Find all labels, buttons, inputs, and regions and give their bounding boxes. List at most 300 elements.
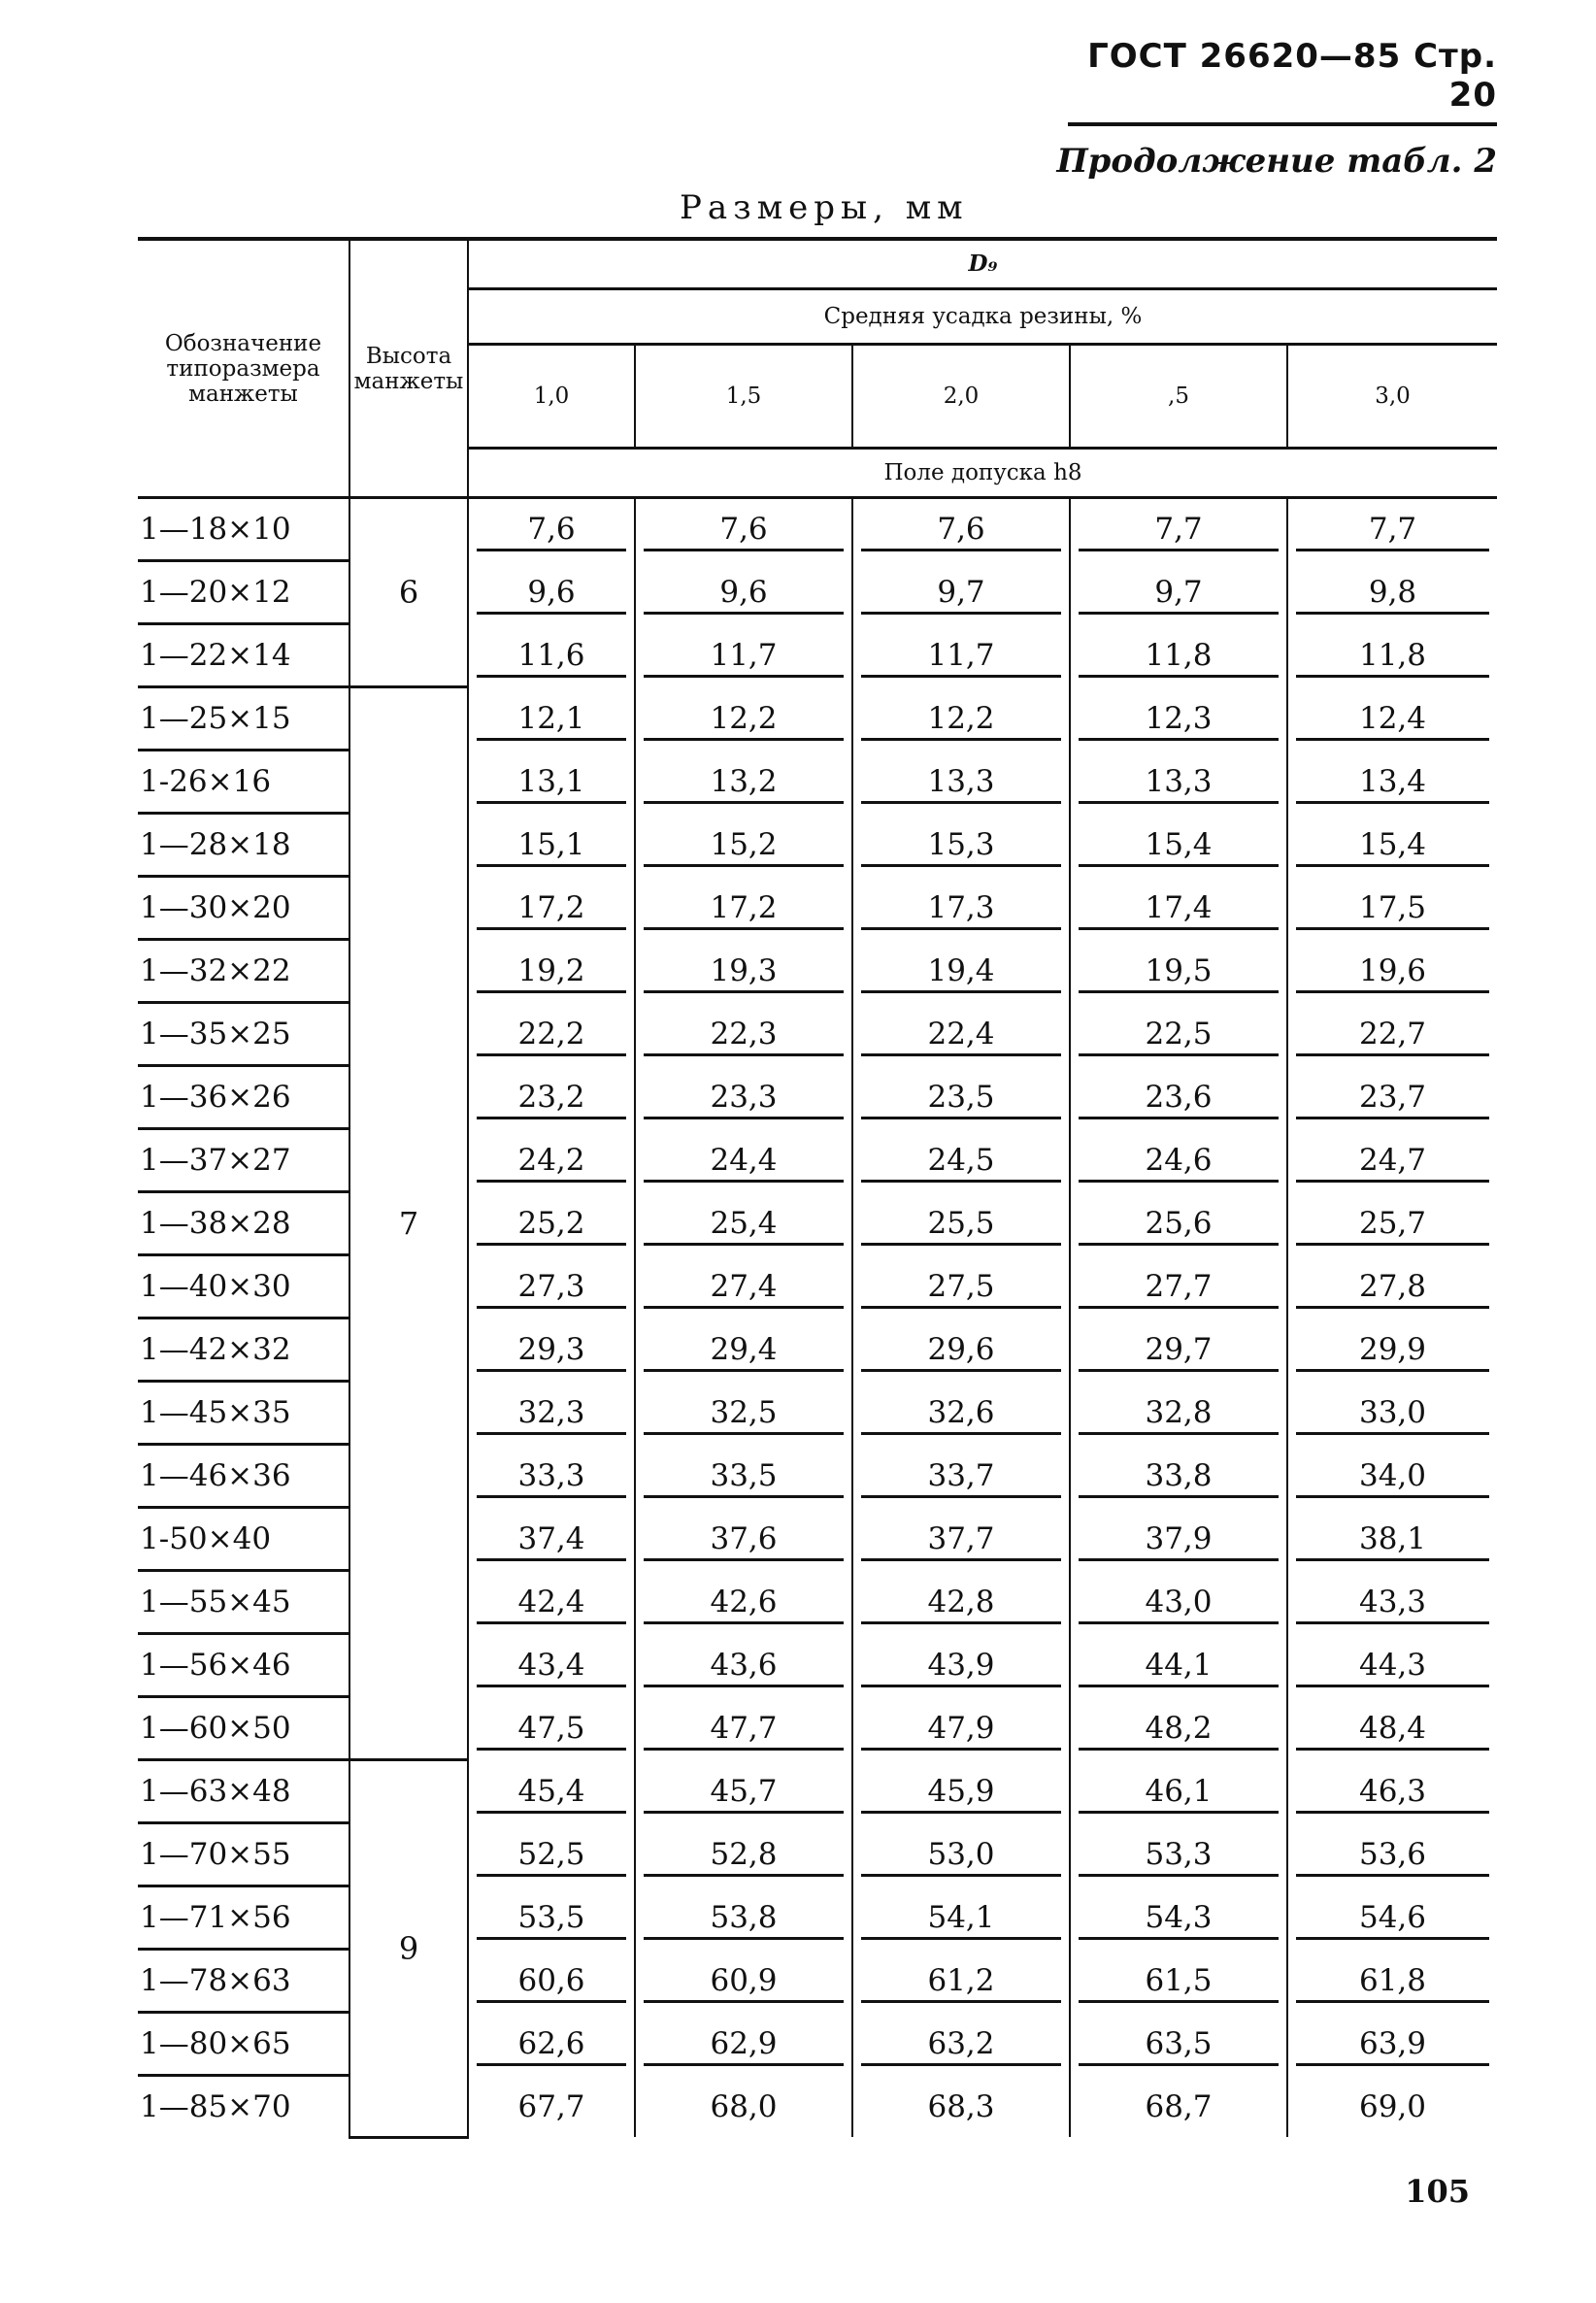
value-text: 13,3	[861, 760, 1061, 804]
shrinkage-value: 2,0	[852, 345, 1070, 449]
value-cell	[1287, 1192, 1497, 1255]
value-text: 27,7	[1079, 1265, 1279, 1309]
value-text: 42,4	[477, 1581, 626, 1624]
value-text: 54,3	[1079, 1896, 1279, 1940]
value-cell	[1070, 1571, 1287, 1634]
value-cell	[852, 1508, 1070, 1571]
value-cell	[1287, 1255, 1497, 1318]
value-text: 33,0	[1296, 1391, 1489, 1435]
value-cell	[1287, 940, 1497, 1003]
value-cell	[635, 814, 852, 877]
value-cell	[1070, 1003, 1287, 1066]
value-cell	[1287, 1823, 1497, 1886]
value-cell	[852, 940, 1070, 1003]
value-text: 22,5	[1079, 1013, 1279, 1056]
value-text: 23,6	[1079, 1076, 1279, 1119]
value-text: 13,2	[644, 760, 844, 804]
table-row	[138, 1255, 1497, 1318]
value-cell	[468, 2076, 635, 2138]
value-cell	[852, 1823, 1070, 1886]
value-text: 11,7	[644, 634, 844, 678]
value-text: 68,0	[710, 2089, 778, 2125]
value-cell	[635, 1634, 852, 1697]
value-text: 27,3	[477, 1265, 626, 1309]
value-text: 37,6	[644, 1518, 844, 1561]
value-cell	[468, 1445, 635, 1508]
value-cell	[1287, 1571, 1497, 1634]
designation-cell: 1—18×10	[138, 498, 349, 561]
value-text: 9,7	[1079, 571, 1279, 615]
table-row	[138, 814, 1497, 877]
value-cell	[852, 687, 1070, 751]
value-text: 24,4	[644, 1139, 844, 1183]
value-cell	[1287, 1445, 1497, 1508]
value-cell	[468, 1634, 635, 1697]
shrinkage-value: 1,0	[468, 345, 635, 449]
value-cell	[1070, 561, 1287, 624]
value-text: 15,4	[1296, 823, 1489, 867]
designation-cell: 1—80×65	[138, 2013, 349, 2076]
value-cell	[1287, 1508, 1497, 1571]
designation-cell: 1—28×18	[138, 814, 349, 877]
designation-header: Обозначение типоразмера манжеты	[138, 239, 349, 498]
value-cell	[1070, 1382, 1287, 1445]
value-text: 15,1	[477, 823, 626, 867]
value-cell	[1287, 1886, 1497, 1950]
value-cell	[635, 2013, 852, 2076]
table-row	[138, 1318, 1497, 1382]
value-cell	[635, 1760, 852, 1823]
value-cell	[1287, 1634, 1497, 1697]
value-text: 24,7	[1296, 1139, 1489, 1183]
designation-cell: 1-26×16	[138, 751, 349, 814]
value-cell	[468, 624, 635, 687]
value-text: 22,7	[1296, 1013, 1489, 1056]
value-text: 53,5	[477, 1896, 626, 1940]
sizes-caption: Размеры, мм	[680, 188, 969, 227]
value-cell	[635, 1003, 852, 1066]
table-row	[138, 498, 1497, 561]
value-text: 63,5	[1079, 2022, 1279, 2066]
value-text: 25,7	[1296, 1202, 1489, 1246]
value-cell	[1287, 498, 1497, 561]
designation-cell: 1—35×25	[138, 1003, 349, 1066]
value-text: 17,4	[1079, 886, 1279, 930]
value-cell	[1070, 1066, 1287, 1129]
d9-header: D₉	[468, 239, 1497, 289]
value-text: 62,9	[644, 2022, 844, 2066]
value-cell	[1287, 1760, 1497, 1823]
value-cell	[1287, 814, 1497, 877]
value-cell	[1287, 1318, 1497, 1382]
value-text: 33,3	[477, 1454, 626, 1498]
designation-cell: 1-50×40	[138, 1508, 349, 1571]
table-row	[138, 1823, 1497, 1886]
value-text: 12,2	[644, 697, 844, 741]
designation-cell: 1—78×63	[138, 1950, 349, 2013]
value-text: 27,5	[861, 1265, 1061, 1309]
value-text: 23,2	[477, 1076, 626, 1119]
value-cell	[852, 1382, 1070, 1445]
value-cell	[1287, 561, 1497, 624]
value-text: 32,8	[1079, 1391, 1279, 1435]
value-text: 67,7	[517, 2089, 585, 2125]
table-row	[138, 940, 1497, 1003]
value-cell	[1070, 751, 1287, 814]
value-cell	[468, 1571, 635, 1634]
value-text: 9,8	[1296, 571, 1489, 615]
value-text: 11,7	[861, 634, 1061, 678]
value-cell	[852, 1445, 1070, 1508]
value-cell	[635, 1382, 852, 1445]
value-cell	[635, 1697, 852, 1760]
value-text: 22,2	[477, 1013, 626, 1056]
table-row	[138, 1634, 1497, 1697]
designation-cell: 1—40×30	[138, 1255, 349, 1318]
designation-cell: 1—60×50	[138, 1697, 349, 1760]
designation-cell: 1—56×46	[138, 1634, 349, 1697]
height-cell: 6	[349, 498, 468, 687]
value-cell	[1070, 2013, 1287, 2076]
value-text: 46,1	[1079, 1770, 1279, 1814]
value-text: 47,5	[477, 1707, 626, 1751]
value-cell	[852, 751, 1070, 814]
value-text: 9,7	[861, 571, 1061, 615]
value-text: 27,8	[1296, 1265, 1489, 1309]
value-cell	[852, 1634, 1070, 1697]
value-cell	[852, 1129, 1070, 1192]
value-cell	[468, 561, 635, 624]
value-cell	[1287, 1066, 1497, 1129]
table-row	[138, 687, 1497, 751]
value-text: 60,6	[477, 1959, 626, 2003]
table-row	[138, 561, 1497, 624]
value-text: 48,2	[1079, 1707, 1279, 1751]
value-cell	[468, 1129, 635, 1192]
value-cell	[468, 1382, 635, 1445]
value-text: 19,6	[1296, 950, 1489, 993]
table-row	[138, 1066, 1497, 1129]
value-text: 24,5	[861, 1139, 1061, 1183]
table-row	[138, 877, 1497, 940]
value-cell	[635, 1255, 852, 1318]
height-cell: 9	[349, 1760, 468, 2138]
shrinkage-value: 1,5	[635, 345, 852, 449]
value-text: 17,2	[644, 886, 844, 930]
value-text: 22,4	[861, 1013, 1061, 1056]
value-cell	[635, 1129, 852, 1192]
designation-cell: 1—85×70	[140, 2089, 291, 2124]
table-row	[138, 2013, 1497, 2076]
value-cell	[635, 1886, 852, 1950]
value-cell	[1070, 1950, 1287, 2013]
value-text: 12,4	[1296, 697, 1489, 741]
value-text: 19,4	[861, 950, 1061, 993]
table-row	[138, 2076, 1497, 2138]
value-cell	[852, 1192, 1070, 1255]
tolerance-header: Поле допуска h8	[468, 449, 1497, 498]
designation-cell: 1—55×45	[138, 1571, 349, 1634]
value-text: 24,6	[1079, 1139, 1279, 1183]
value-cell	[635, 940, 852, 1003]
value-text: 25,6	[1079, 1202, 1279, 1246]
value-cell	[1070, 1129, 1287, 1192]
value-text: 17,3	[861, 886, 1061, 930]
value-text: 33,5	[644, 1454, 844, 1498]
value-text: 43,3	[1296, 1581, 1489, 1624]
value-text: 44,3	[1296, 1644, 1489, 1687]
value-text: 19,3	[644, 950, 844, 993]
value-text: 42,8	[861, 1581, 1061, 1624]
value-text: 61,8	[1296, 1959, 1489, 2003]
value-text: 37,4	[477, 1518, 626, 1561]
value-cell	[635, 1571, 852, 1634]
value-text: 63,9	[1296, 2022, 1489, 2066]
table-row	[138, 1760, 1497, 1823]
value-cell	[1070, 1508, 1287, 1571]
value-text: 13,4	[1296, 760, 1489, 804]
value-text: 33,7	[861, 1454, 1061, 1498]
page-number: 105	[1405, 2173, 1470, 2210]
table-row	[138, 1192, 1497, 1255]
value-text: 15,4	[1079, 823, 1279, 867]
value-text: 61,5	[1079, 1959, 1279, 2003]
table-row	[138, 1886, 1497, 1950]
value-cell	[852, 1571, 1070, 1634]
value-cell	[1070, 1697, 1287, 1760]
height-cell: 7	[349, 687, 468, 1760]
designation-cell: 1—32×22	[138, 940, 349, 1003]
value-text: 29,4	[644, 1328, 844, 1372]
value-text: 9,6	[644, 571, 844, 615]
value-text: 34,0	[1296, 1454, 1489, 1498]
value-text: 12,2	[861, 697, 1061, 741]
value-cell	[1287, 2076, 1497, 2138]
value-text: 37,9	[1079, 1518, 1279, 1561]
value-cell	[852, 561, 1070, 624]
value-text: 27,4	[644, 1265, 844, 1309]
value-text: 19,5	[1079, 950, 1279, 993]
value-text: 29,3	[477, 1328, 626, 1372]
value-cell	[635, 1318, 852, 1382]
value-text: 22,3	[644, 1013, 844, 1056]
value-cell	[1287, 2013, 1497, 2076]
value-text: 38,1	[1296, 1518, 1489, 1561]
value-cell	[852, 1760, 1070, 1823]
value-cell	[852, 1003, 1070, 1066]
value-text: 7,7	[1296, 508, 1489, 551]
value-cell	[852, 2076, 1070, 2138]
value-cell	[635, 561, 852, 624]
value-cell	[1070, 624, 1287, 687]
value-cell	[468, 877, 635, 940]
value-cell	[468, 1697, 635, 1760]
value-text: 15,2	[644, 823, 844, 867]
height-header: Высота манжеты	[349, 239, 468, 498]
value-cell	[1287, 1129, 1497, 1192]
table-row	[138, 1445, 1497, 1508]
value-text: 44,1	[1079, 1644, 1279, 1687]
value-cell	[1070, 2076, 1287, 2138]
value-text: 29,6	[861, 1328, 1061, 1372]
value-cell	[852, 624, 1070, 687]
value-cell	[1070, 814, 1287, 877]
value-text: 42,6	[644, 1581, 844, 1624]
value-text: 17,2	[477, 886, 626, 930]
value-cell	[1287, 751, 1497, 814]
value-text: 45,9	[861, 1770, 1061, 1814]
designation-cell: 1—42×32	[138, 1318, 349, 1382]
table-row	[138, 1382, 1497, 1445]
value-text: 25,2	[477, 1202, 626, 1246]
table-row	[138, 1129, 1497, 1192]
value-cell	[852, 1066, 1070, 1129]
designation-cell: 1—36×26	[138, 1066, 349, 1129]
value-cell	[468, 1003, 635, 1066]
value-cell	[468, 498, 635, 561]
value-text: 69,0	[1358, 2089, 1427, 2125]
value-text: 60,9	[644, 1959, 844, 2003]
designation-cell: 1—63×48	[138, 1760, 349, 1823]
value-text: 7,7	[1079, 508, 1279, 551]
value-text: 19,2	[477, 950, 626, 993]
value-text: 13,3	[1079, 760, 1279, 804]
value-cell	[635, 1066, 852, 1129]
value-text: 7,6	[644, 508, 844, 551]
value-text: 61,2	[861, 1959, 1061, 2003]
shrinkage-header: Средняя усадка резины, %	[468, 289, 1497, 345]
value-text: 45,4	[477, 1770, 626, 1814]
value-cell	[635, 1950, 852, 2013]
value-text: 32,3	[477, 1391, 626, 1435]
value-cell	[1070, 1634, 1287, 1697]
value-cell	[852, 877, 1070, 940]
value-cell	[1287, 1003, 1497, 1066]
value-cell	[1070, 940, 1287, 1003]
value-cell	[635, 498, 852, 561]
value-cell	[635, 2076, 852, 2138]
value-cell	[635, 1508, 852, 1571]
value-text: 32,5	[644, 1391, 844, 1435]
value-cell	[852, 498, 1070, 561]
value-text: 7,6	[861, 508, 1061, 551]
value-text: 47,9	[861, 1707, 1061, 1751]
designation-cell: 1—46×36	[138, 1445, 349, 1508]
value-cell	[1070, 877, 1287, 940]
value-cell	[1070, 687, 1287, 751]
value-text: 43,9	[861, 1644, 1061, 1687]
document-header: ГОСТ 26620—85 Стр. 20	[1068, 37, 1497, 126]
value-cell	[852, 1318, 1070, 1382]
designation-cell: 1—45×35	[138, 1382, 349, 1445]
value-text: 53,6	[1296, 1833, 1489, 1877]
table-row	[138, 1508, 1497, 1571]
value-cell	[1070, 1886, 1287, 1950]
designation-cell: 1—22×14	[138, 624, 349, 687]
value-text: 68,3	[927, 2089, 995, 2125]
value-text: 54,1	[861, 1896, 1061, 1940]
dimensions-table	[138, 237, 1497, 2139]
value-cell	[1287, 1697, 1497, 1760]
value-cell	[852, 814, 1070, 877]
value-text: 12,3	[1079, 697, 1279, 741]
value-cell	[468, 1760, 635, 1823]
designation-cell: 1—38×28	[138, 1192, 349, 1255]
value-text: 63,2	[861, 2022, 1061, 2066]
value-text: 11,8	[1079, 634, 1279, 678]
value-cell	[468, 1886, 635, 1950]
value-cell	[1070, 1760, 1287, 1823]
value-cell	[635, 1192, 852, 1255]
value-text: 32,6	[861, 1391, 1061, 1435]
designation-cell: 1—70×55	[138, 1823, 349, 1886]
table-row	[138, 1950, 1497, 2013]
value-cell	[852, 2013, 1070, 2076]
value-text: 23,5	[861, 1076, 1061, 1119]
value-text: 11,8	[1296, 634, 1489, 678]
value-text: 46,3	[1296, 1770, 1489, 1814]
table-row	[138, 1571, 1497, 1634]
table-body	[138, 498, 1497, 2138]
value-text: 7,6	[477, 508, 626, 551]
value-cell	[635, 624, 852, 687]
value-text: 17,5	[1296, 886, 1489, 930]
value-text: 43,6	[644, 1644, 844, 1687]
designation-cell: 1—71×56	[138, 1886, 349, 1950]
value-cell	[468, 1255, 635, 1318]
value-text: 45,7	[644, 1770, 844, 1814]
value-cell	[1287, 877, 1497, 940]
value-text: 48,4	[1296, 1707, 1489, 1751]
value-text: 68,7	[1145, 2089, 1213, 2125]
value-text: 53,8	[644, 1896, 844, 1940]
value-cell	[1287, 687, 1497, 751]
value-cell	[1287, 624, 1497, 687]
value-text: 25,5	[861, 1202, 1061, 1246]
value-text: 13,1	[477, 760, 626, 804]
value-text: 62,6	[477, 2022, 626, 2066]
shrinkage-value: ,5	[1070, 345, 1287, 449]
value-text: 29,9	[1296, 1328, 1489, 1372]
value-cell	[468, 1950, 635, 2013]
table-row	[138, 1697, 1497, 1760]
value-text: 54,6	[1296, 1896, 1489, 1940]
value-text: 23,3	[644, 1076, 844, 1119]
value-text: 24,2	[477, 1139, 626, 1183]
designation-cell: 1—37×27	[138, 1129, 349, 1192]
value-cell	[468, 1318, 635, 1382]
value-cell	[852, 1886, 1070, 1950]
value-cell	[468, 2013, 635, 2076]
value-text: 37,7	[861, 1518, 1061, 1561]
value-cell	[635, 877, 852, 940]
value-text: 23,7	[1296, 1076, 1489, 1119]
table-row	[138, 751, 1497, 814]
value-cell	[1287, 1950, 1497, 2013]
value-text: 25,4	[644, 1202, 844, 1246]
value-text: 12,1	[477, 697, 626, 741]
table-row	[138, 624, 1497, 687]
value-text: 53,0	[861, 1833, 1061, 1877]
value-cell	[1070, 1318, 1287, 1382]
value-text: 53,3	[1079, 1833, 1279, 1877]
value-text: 29,7	[1079, 1328, 1279, 1372]
value-cell	[468, 1192, 635, 1255]
value-cell	[852, 1950, 1070, 2013]
table-continuation-label: Продолжение табл. 2	[1056, 142, 1497, 181]
value-text: 52,8	[644, 1833, 844, 1877]
value-cell	[468, 940, 635, 1003]
